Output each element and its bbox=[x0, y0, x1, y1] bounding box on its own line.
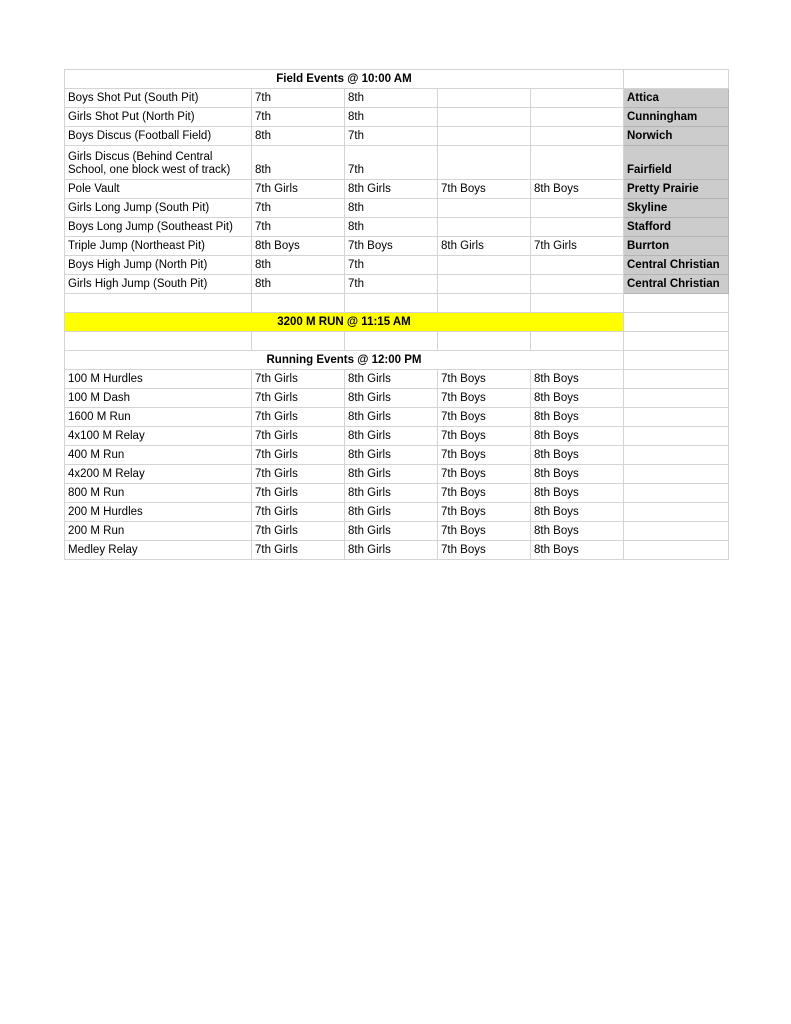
running-event-row bbox=[65, 446, 729, 465]
empty-cell bbox=[65, 332, 252, 351]
empty-cell bbox=[624, 465, 729, 484]
run-3200-row bbox=[65, 313, 729, 332]
running-event-row bbox=[65, 427, 729, 446]
slot-1: 8th Boys bbox=[252, 237, 345, 256]
field-event-row bbox=[65, 146, 729, 180]
slot-4: 8th Boys bbox=[531, 541, 624, 560]
slot-3 bbox=[438, 199, 531, 218]
running-event-row bbox=[65, 503, 729, 522]
slot-2: 8th Girls bbox=[345, 503, 438, 522]
empty-cell bbox=[624, 332, 729, 351]
event-name: 4x200 M Relay bbox=[65, 465, 252, 484]
slot-4: 7th Girls bbox=[531, 237, 624, 256]
slot-1: 7th bbox=[252, 89, 345, 108]
slot-1: 7th bbox=[252, 108, 345, 127]
slot-1: 7th Girls bbox=[252, 389, 345, 408]
empty-cell bbox=[531, 332, 624, 351]
run-3200-header: 3200 M RUN @ 11:15 AM bbox=[65, 313, 624, 332]
slot-1: 7th Girls bbox=[252, 465, 345, 484]
slot-3: 7th Boys bbox=[438, 370, 531, 389]
event-name: Boys Long Jump (Southeast Pit) bbox=[65, 218, 252, 237]
empty-cell bbox=[252, 332, 345, 351]
slot-4: 8th Boys bbox=[531, 408, 624, 427]
host-school: Pretty Prairie bbox=[624, 180, 729, 199]
slot-2: 7th Boys bbox=[345, 237, 438, 256]
slot-2: 7th bbox=[345, 275, 438, 294]
slot-3: 7th Boys bbox=[438, 180, 531, 199]
slot-3: 7th Boys bbox=[438, 541, 531, 560]
empty-cell bbox=[345, 332, 438, 351]
host-school: Burrton bbox=[624, 237, 729, 256]
slot-4 bbox=[531, 127, 624, 146]
field-event-row bbox=[65, 108, 729, 127]
event-name: Boys Shot Put (South Pit) bbox=[65, 89, 252, 108]
slot-3: 7th Boys bbox=[438, 389, 531, 408]
field-event-row bbox=[65, 275, 729, 294]
empty-cell bbox=[624, 484, 729, 503]
event-name: 100 M Dash bbox=[65, 389, 252, 408]
slot-1: 8th bbox=[252, 256, 345, 275]
slot-2: 8th Girls bbox=[345, 446, 438, 465]
host-school: Cunningham bbox=[624, 108, 729, 127]
slot-2: 8th bbox=[345, 199, 438, 218]
running-events-header-row bbox=[65, 351, 729, 370]
slot-2: 8th bbox=[345, 218, 438, 237]
slot-4: 8th Boys bbox=[531, 446, 624, 465]
field-event-row bbox=[65, 127, 729, 146]
slot-4 bbox=[531, 146, 624, 180]
host-school: Fairfield bbox=[624, 146, 729, 180]
host-school: Central Christian bbox=[624, 256, 729, 275]
event-name: 400 M Run bbox=[65, 446, 252, 465]
empty-cell bbox=[624, 389, 729, 408]
field-event-row bbox=[65, 89, 729, 108]
event-name: 200 M Hurdles bbox=[65, 503, 252, 522]
event-name: 1600 M Run bbox=[65, 408, 252, 427]
slot-3: 7th Boys bbox=[438, 484, 531, 503]
slot-3 bbox=[438, 275, 531, 294]
spacer-row bbox=[65, 294, 729, 313]
event-name: 4x100 M Relay bbox=[65, 427, 252, 446]
running-event-row bbox=[65, 522, 729, 541]
event-name: Girls Discus (Behind Central School, one block west of track) bbox=[65, 146, 252, 180]
empty-cell bbox=[531, 294, 624, 313]
slot-2: 8th bbox=[345, 89, 438, 108]
slot-1: 7th bbox=[252, 218, 345, 237]
slot-3 bbox=[438, 108, 531, 127]
slot-4: 8th Boys bbox=[531, 503, 624, 522]
slot-2: 8th bbox=[345, 108, 438, 127]
empty-cell bbox=[438, 332, 531, 351]
slot-2: 8th Girls bbox=[345, 465, 438, 484]
host-school: Stafford bbox=[624, 218, 729, 237]
slot-4: 8th Boys bbox=[531, 370, 624, 389]
empty-cell bbox=[438, 294, 531, 313]
slot-4: 8th Boys bbox=[531, 522, 624, 541]
empty-cell bbox=[624, 541, 729, 560]
empty-cell bbox=[65, 294, 252, 313]
slot-3: 7th Boys bbox=[438, 503, 531, 522]
running-events-header: Running Events @ 12:00 PM bbox=[65, 351, 624, 370]
field-event-row bbox=[65, 256, 729, 275]
slot-2: 8th Girls bbox=[345, 408, 438, 427]
host-school: Skyline bbox=[624, 199, 729, 218]
empty-cell bbox=[252, 294, 345, 313]
field-event-row bbox=[65, 199, 729, 218]
event-name: 200 M Run bbox=[65, 522, 252, 541]
slot-4: 8th Boys bbox=[531, 484, 624, 503]
slot-1: 8th bbox=[252, 146, 345, 180]
slot-2: 8th Girls bbox=[345, 484, 438, 503]
slot-2: 7th bbox=[345, 256, 438, 275]
slot-2: 8th Girls bbox=[345, 180, 438, 199]
slot-4 bbox=[531, 89, 624, 108]
empty-cell bbox=[624, 351, 729, 370]
slot-3: 7th Boys bbox=[438, 408, 531, 427]
slot-3 bbox=[438, 218, 531, 237]
empty-cell bbox=[624, 370, 729, 389]
slot-4: 8th Boys bbox=[531, 465, 624, 484]
field-event-row bbox=[65, 237, 729, 256]
slot-3: 7th Boys bbox=[438, 465, 531, 484]
empty-cell bbox=[624, 70, 729, 89]
running-event-row bbox=[65, 541, 729, 560]
empty-cell bbox=[624, 427, 729, 446]
field-events-header-row bbox=[65, 70, 729, 89]
slot-2: 8th Girls bbox=[345, 541, 438, 560]
slot-1: 7th bbox=[252, 199, 345, 218]
event-name: Triple Jump (Northeast Pit) bbox=[65, 237, 252, 256]
slot-1: 7th Girls bbox=[252, 446, 345, 465]
spacer-row bbox=[65, 332, 729, 351]
slot-2: 8th Girls bbox=[345, 427, 438, 446]
slot-3: 8th Girls bbox=[438, 237, 531, 256]
running-event-row bbox=[65, 465, 729, 484]
slot-1: 7th Girls bbox=[252, 427, 345, 446]
slot-4: 8th Boys bbox=[531, 427, 624, 446]
host-school: Central Christian bbox=[624, 275, 729, 294]
slot-4 bbox=[531, 218, 624, 237]
slot-3 bbox=[438, 127, 531, 146]
field-events-header: Field Events @ 10:00 AM bbox=[65, 70, 624, 89]
slot-3: 7th Boys bbox=[438, 446, 531, 465]
slot-3: 7th Boys bbox=[438, 522, 531, 541]
slot-1: 7th Girls bbox=[252, 408, 345, 427]
slot-1: 7th Girls bbox=[252, 370, 345, 389]
slot-2: 8th Girls bbox=[345, 522, 438, 541]
slot-3 bbox=[438, 89, 531, 108]
event-name: Boys High Jump (North Pit) bbox=[65, 256, 252, 275]
field-event-row bbox=[65, 218, 729, 237]
running-event-row bbox=[65, 484, 729, 503]
schedule-table bbox=[64, 69, 729, 560]
empty-cell bbox=[624, 408, 729, 427]
event-name: Girls Shot Put (North Pit) bbox=[65, 108, 252, 127]
event-name: 800 M Run bbox=[65, 484, 252, 503]
slot-1: 7th Girls bbox=[252, 484, 345, 503]
event-name: 100 M Hurdles bbox=[65, 370, 252, 389]
slot-2: 7th bbox=[345, 146, 438, 180]
slot-4 bbox=[531, 108, 624, 127]
event-name: Pole Vault bbox=[65, 180, 252, 199]
empty-cell bbox=[345, 294, 438, 313]
empty-cell bbox=[624, 294, 729, 313]
slot-1: 7th Girls bbox=[252, 541, 345, 560]
running-event-row bbox=[65, 389, 729, 408]
slot-4 bbox=[531, 199, 624, 218]
slot-3 bbox=[438, 256, 531, 275]
running-event-row bbox=[65, 370, 729, 389]
field-event-row bbox=[65, 180, 729, 199]
slot-2: 7th bbox=[345, 127, 438, 146]
slot-3: 7th Boys bbox=[438, 427, 531, 446]
host-school: Norwich bbox=[624, 127, 729, 146]
slot-3 bbox=[438, 146, 531, 180]
slot-2: 8th Girls bbox=[345, 370, 438, 389]
event-name: Medley Relay bbox=[65, 541, 252, 560]
slot-1: 7th Girls bbox=[252, 522, 345, 541]
empty-cell bbox=[624, 522, 729, 541]
event-name: Boys Discus (Football Field) bbox=[65, 127, 252, 146]
slot-1: 8th bbox=[252, 127, 345, 146]
slot-1: 7th Girls bbox=[252, 503, 345, 522]
slot-4 bbox=[531, 275, 624, 294]
host-school: Attica bbox=[624, 89, 729, 108]
event-name: Girls High Jump (South Pit) bbox=[65, 275, 252, 294]
event-name: Girls Long Jump (South Pit) bbox=[65, 199, 252, 218]
empty-cell bbox=[624, 503, 729, 522]
slot-4: 8th Boys bbox=[531, 389, 624, 408]
slot-1: 8th bbox=[252, 275, 345, 294]
running-event-row bbox=[65, 408, 729, 427]
slot-4: 8th Boys bbox=[531, 180, 624, 199]
slot-2: 8th Girls bbox=[345, 389, 438, 408]
slot-4 bbox=[531, 256, 624, 275]
empty-cell bbox=[624, 313, 729, 332]
slot-1: 7th Girls bbox=[252, 180, 345, 199]
empty-cell bbox=[624, 446, 729, 465]
